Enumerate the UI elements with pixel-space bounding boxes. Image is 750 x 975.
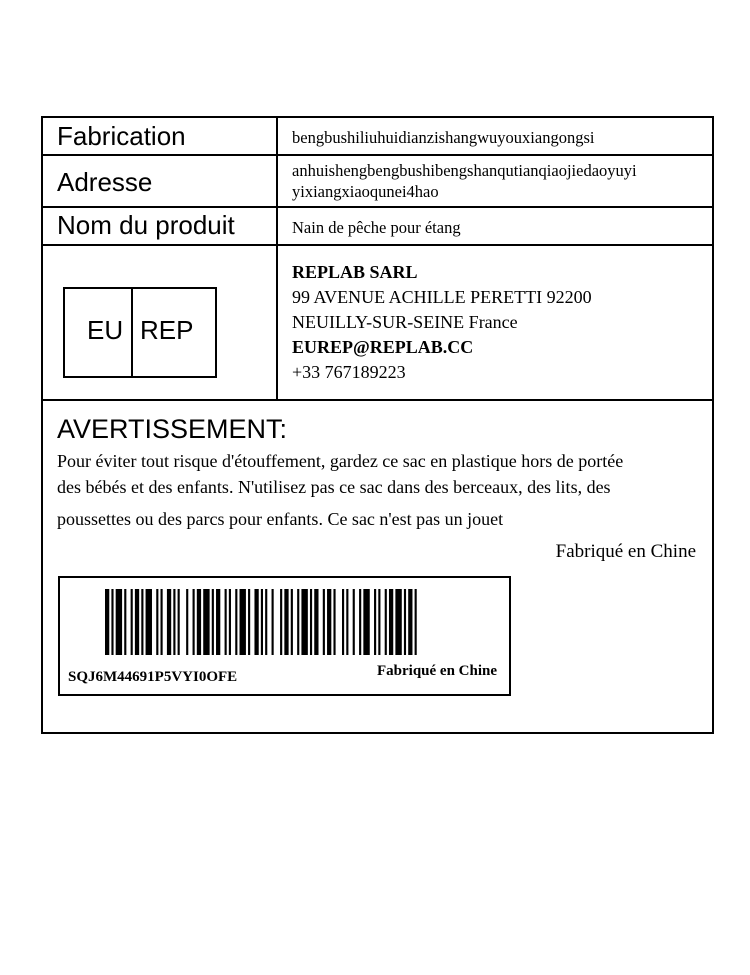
barcode-bar [261, 589, 263, 655]
barcode-bar [197, 589, 201, 655]
barcode-bar [225, 589, 227, 655]
eu-rep-symbol-cell [43, 246, 278, 399]
barcode-bar [156, 589, 158, 655]
barcode-bar [229, 589, 231, 655]
warning-line1: Pour éviter tout risque d'étouffement, gardez ce sac en plastique hors de portée [57, 451, 624, 471]
address-value-line1: anhuishengbengbushibengshanqutianqiaojiedaoyuyi [292, 161, 637, 180]
barcode-graphic [105, 589, 421, 655]
eu-rep-address-line1: 99 AVENUE ACHILLE PERETTI 92200 [292, 287, 592, 307]
barcode-bar [385, 589, 387, 655]
barcode-bar [284, 589, 288, 655]
barcode-bar [333, 589, 335, 655]
barcode-bar [314, 589, 318, 655]
eu-rep-row [43, 246, 712, 401]
product-label: Nom du produit [57, 210, 235, 240]
eu-rep-email: EUREP@REPLAB.CC [292, 337, 474, 357]
barcode-bar [248, 589, 250, 655]
eu-rep-symbol [63, 287, 217, 378]
barcode-bar [212, 589, 214, 655]
barcode-bar [297, 589, 299, 655]
product-value-cell [278, 208, 712, 244]
product-row [43, 208, 712, 246]
eu-rep-symbol-eu: EU [87, 315, 124, 345]
eu-rep-phone: +33 767189223 [292, 362, 406, 382]
eu-rep-details-cell [278, 246, 712, 399]
barcode-bar [135, 589, 139, 655]
address-value-line2: yixiangxiaoqunei4hao [292, 182, 439, 201]
eu-rep-company: REPLAB SARL [292, 262, 418, 282]
product-label-cell [43, 208, 278, 244]
eu-rep-symbol-divider [131, 289, 133, 376]
barcode-bar [342, 589, 344, 655]
barcode-bar [235, 589, 237, 655]
manufacturer-value-cell [278, 118, 712, 154]
manufacturer-value: bengbushiliuhuidianzishangwuyouxiangongsi [292, 128, 595, 147]
warning-line2: des bébés et des enfants. N'utilisez pas ce sac dans des berceaux, des lits, des [57, 477, 611, 497]
eu-rep-address-block [292, 260, 592, 385]
barcode-bar [404, 589, 406, 655]
barcode-bar [408, 589, 412, 655]
barcode-label [58, 576, 511, 696]
barcode-bar [346, 589, 348, 655]
barcode-bar [111, 589, 113, 655]
barcode-bar [203, 589, 209, 655]
barcode-bar [167, 589, 171, 655]
barcode-bar [186, 589, 188, 655]
barcode-bar [254, 589, 258, 655]
barcode-bar [415, 589, 417, 655]
barcode-bar [193, 589, 195, 655]
barcode-bar [272, 589, 274, 655]
eu-rep-symbol-rep: REP [140, 315, 194, 345]
barcode-bar [310, 589, 312, 655]
warning-title: AVERTISSEMENT: [57, 414, 288, 444]
eu-rep-address-line2: NEUILLY-SUR-SEINE France [292, 312, 518, 332]
barcode-bar [301, 589, 307, 655]
barcode-bar [116, 589, 122, 655]
barcode-bar [280, 589, 282, 655]
warning-line3: poussettes ou des parcs pour enfants. Ce sac n'est pas un jouet [57, 509, 504, 529]
barcode-bar [378, 589, 380, 655]
barcode-bar [389, 589, 393, 655]
barcode-made-in: Fabriqué en Chine [376, 663, 497, 679]
barcode-bar [395, 589, 401, 655]
barcode-code: SQJ6M44691P5VYI0OFE [68, 669, 238, 685]
barcode-bar [216, 589, 220, 655]
barcode-bar [141, 589, 143, 655]
address-label-cell [43, 156, 278, 206]
made-in-text: Fabriqué en Chine [555, 541, 696, 562]
barcode-bar [173, 589, 175, 655]
product-label [41, 116, 714, 734]
barcode-bar [105, 589, 109, 655]
product-value: Nain de pêche pour étang [292, 218, 461, 237]
manufacturer-label-cell [43, 118, 278, 154]
barcode-bar [265, 589, 267, 655]
manufacturer-row [43, 118, 712, 156]
barcode-bar [131, 589, 133, 655]
barcode-bar [323, 589, 325, 655]
barcode-bar [178, 589, 180, 655]
barcode-bar [161, 589, 163, 655]
barcode-bar [363, 589, 369, 655]
barcode-bar [327, 589, 331, 655]
barcode-bar [291, 589, 293, 655]
barcode-bar [124, 589, 126, 655]
barcode-bar [359, 589, 361, 655]
barcode-bar [374, 589, 376, 655]
barcode-bar [146, 589, 152, 655]
address-value-cell [278, 156, 712, 206]
address-row [43, 156, 712, 208]
manufacturer-label: Fabrication [57, 121, 186, 151]
address-label: Adresse [57, 167, 153, 197]
barcode-bar [353, 589, 355, 655]
barcode-bar [240, 589, 246, 655]
